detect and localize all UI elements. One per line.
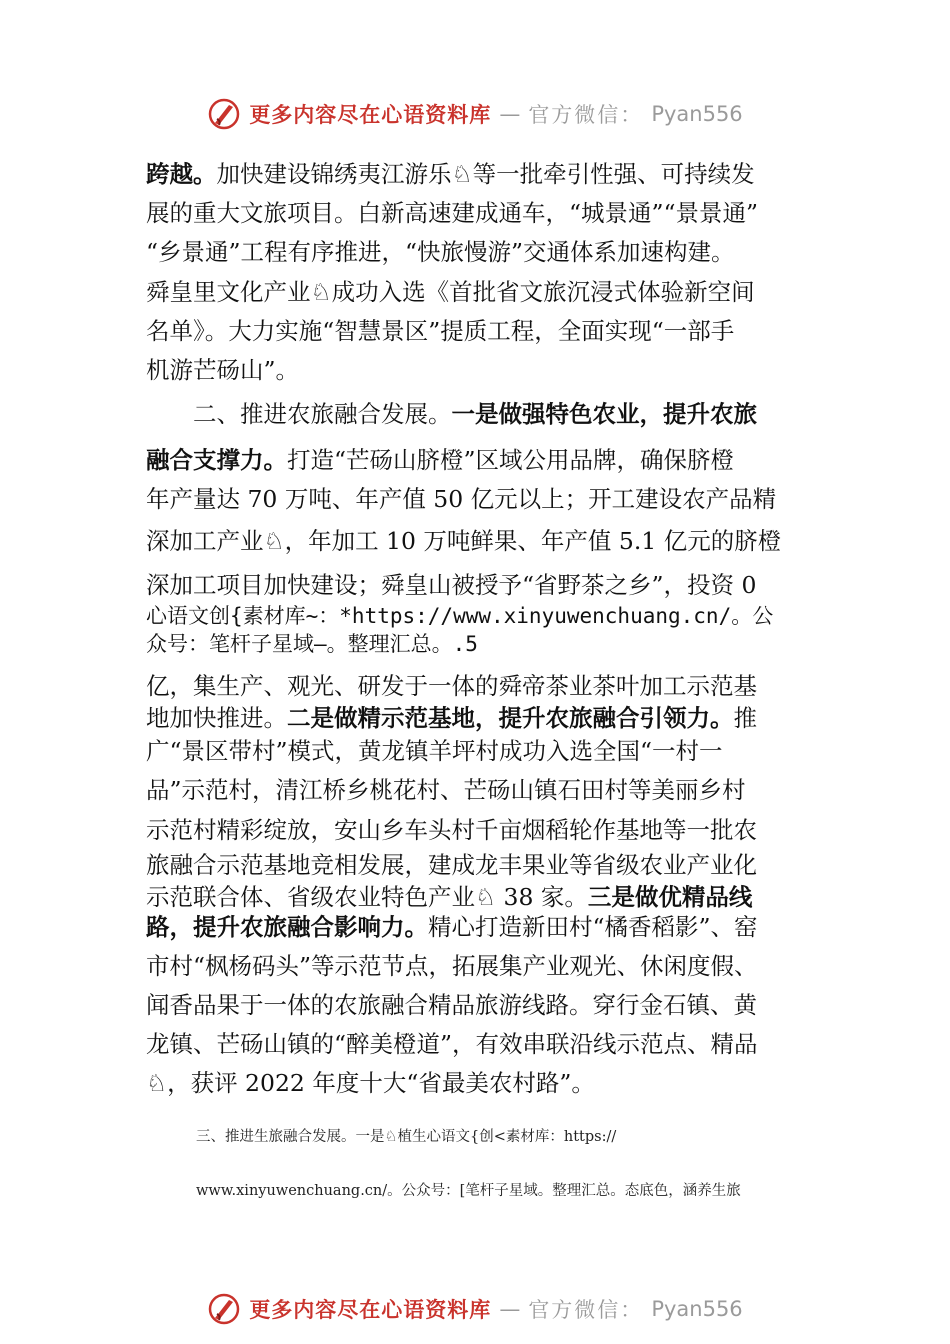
banner-separator: —: [499, 102, 521, 126]
text-line: [146, 315, 734, 347]
small-text-line-2: www.xinyuwenchuang.cn/。公众号：[笔杆子星域。整理汇总。态底色，涵养生旅: [196, 1183, 741, 1199]
text-line: [146, 814, 757, 846]
text-line: [146, 1067, 595, 1099]
banner-separator: —: [499, 1297, 521, 1321]
text-line: [146, 525, 781, 557]
text-line: [146, 849, 757, 881]
text-line: [146, 628, 478, 660]
text-line: [146, 911, 758, 943]
text-run: 闻香品果于一体的农旅融合精品旅游线路。穿行金石镇、黄: [146, 991, 757, 1019]
bold-text-run: 路，提升农旅融合影响力。: [146, 913, 428, 941]
text-line: [146, 774, 746, 806]
text-line: [146, 444, 734, 476]
banner-text: 更多内容尽在心语资料库: [249, 102, 492, 127]
text-run: 地加快推进。: [146, 704, 287, 732]
text-run: 旅融合示范基地竞相发展，建成龙丰果业等省级农业产业化: [146, 851, 757, 879]
text-run: 亿，集生产、观光、研发于一体的舜帝茶业茶叶加工示范基: [146, 672, 757, 700]
header-watermark-banner: [0, 94, 950, 134]
text-run: 加快建设锦绣夷江游乐♘等一批牵引性强、可持续发: [216, 160, 755, 188]
text-line: [146, 158, 755, 190]
text-line: [146, 670, 757, 702]
text-run: 机游芒砀山”。: [146, 356, 300, 384]
banner-text: 更多内容尽在心语资料库: [249, 1297, 492, 1322]
text-line: [146, 735, 723, 767]
text-run: ♘，获评 2022 年度十大“省最美农村路”。: [146, 1069, 595, 1097]
text-run: 深加工产业♘，年加工 10 万吨鲜果、年产值 5.1 亿元的脐橙: [146, 527, 782, 555]
text-run: 龙镇、芒砀山镇的“醉美橙道”，有效串联沿线示范点、精品: [146, 1030, 758, 1058]
bold-text-run: 二是做精示范基地，提升农旅融合引领力。: [287, 704, 734, 732]
banner-wechat-label: 官方微信：: [528, 103, 644, 127]
bold-text-run: 融合支撑力。: [146, 446, 287, 474]
text-line: [146, 398, 757, 430]
text-run: 展的重大文旅项目。白新高速建成通车，“城景通”“景景通”: [146, 199, 759, 227]
text-run: 众号：笔杆子星域—。整理汇总。.5: [146, 632, 478, 656]
text-run: 示范村精彩绽放，安山乡车头村千亩烟稻轮作基地等一批农: [146, 816, 757, 844]
bold-text-run: 一是做强特色农业，提升农旅: [451, 400, 757, 428]
text-run: 推: [733, 704, 757, 732]
brush-logo-icon: [207, 97, 241, 131]
banner-wechat-label: 官方微信：: [528, 1298, 644, 1322]
text-run: 心语文创{素材库~：*https://www.xinyuwenchuang.cn/。公: [146, 604, 774, 628]
text-line: [146, 354, 299, 386]
text-run: 年产量达 70 万吨、年产值 50 亿元以上；开工建设农产品精: [146, 485, 777, 513]
text-run: 品”示范村，清江桥乡桃花村、芒砀山镇石田村等美丽乡村: [146, 776, 746, 804]
text-run: 打造“芒砀山脐橙”区域公用品牌，确保脐橙: [287, 446, 735, 474]
bold-text-run: 跨越。: [146, 160, 217, 188]
text-line: [146, 236, 735, 268]
text-line: [146, 702, 757, 734]
text-run: 广“景区带村”模式，黄龙镇羊坪村成功入选全国“一村一: [146, 737, 723, 765]
text-run: “乡景通”工程有序推进，“快旅慢游”交通体系加速构建。: [146, 238, 735, 266]
text-run: 二、推进农旅融合发展。: [146, 400, 452, 428]
bold-text-run: 三是做优精品线: [587, 883, 753, 911]
banner-wechat-id: Pyan556: [651, 1297, 743, 1321]
footer-watermark-banner: [0, 1289, 950, 1329]
brush-logo-icon: [207, 1292, 241, 1326]
text-run: 精心打造新田村“橘香稻影”、窑: [428, 913, 758, 941]
text-run: 深加工项目加快建设；舜皇山被授予“省野茶之乡”，投资 0: [146, 571, 757, 599]
banner-wechat-id: Pyan556: [651, 102, 743, 126]
text-line: [146, 197, 758, 229]
text-run: 舜皇里文化产业♘成功入选《首批省文旅沉浸式体验新空间: [146, 278, 755, 306]
text-run: 示范联合体、省级农业特色产业♘ 38 家。: [146, 883, 588, 911]
text-line: [146, 276, 755, 308]
text-line: [146, 483, 776, 515]
text-run: 市村“枫杨码头”等示范节点，拓展集产业观光、休闲度假、: [146, 952, 758, 980]
text-line: [146, 881, 752, 913]
text-run: 名单》。大力实施“智慧景区”提质工程，全面实现“一部手: [146, 317, 735, 345]
text-line: [146, 1028, 758, 1060]
text-line: [146, 950, 758, 982]
text-line: [146, 569, 756, 601]
text-line: [146, 989, 757, 1021]
small-text-line-1: 三、推进生旅融合发展。一是♘植生心语文{创<素材库：https://: [196, 1129, 617, 1145]
